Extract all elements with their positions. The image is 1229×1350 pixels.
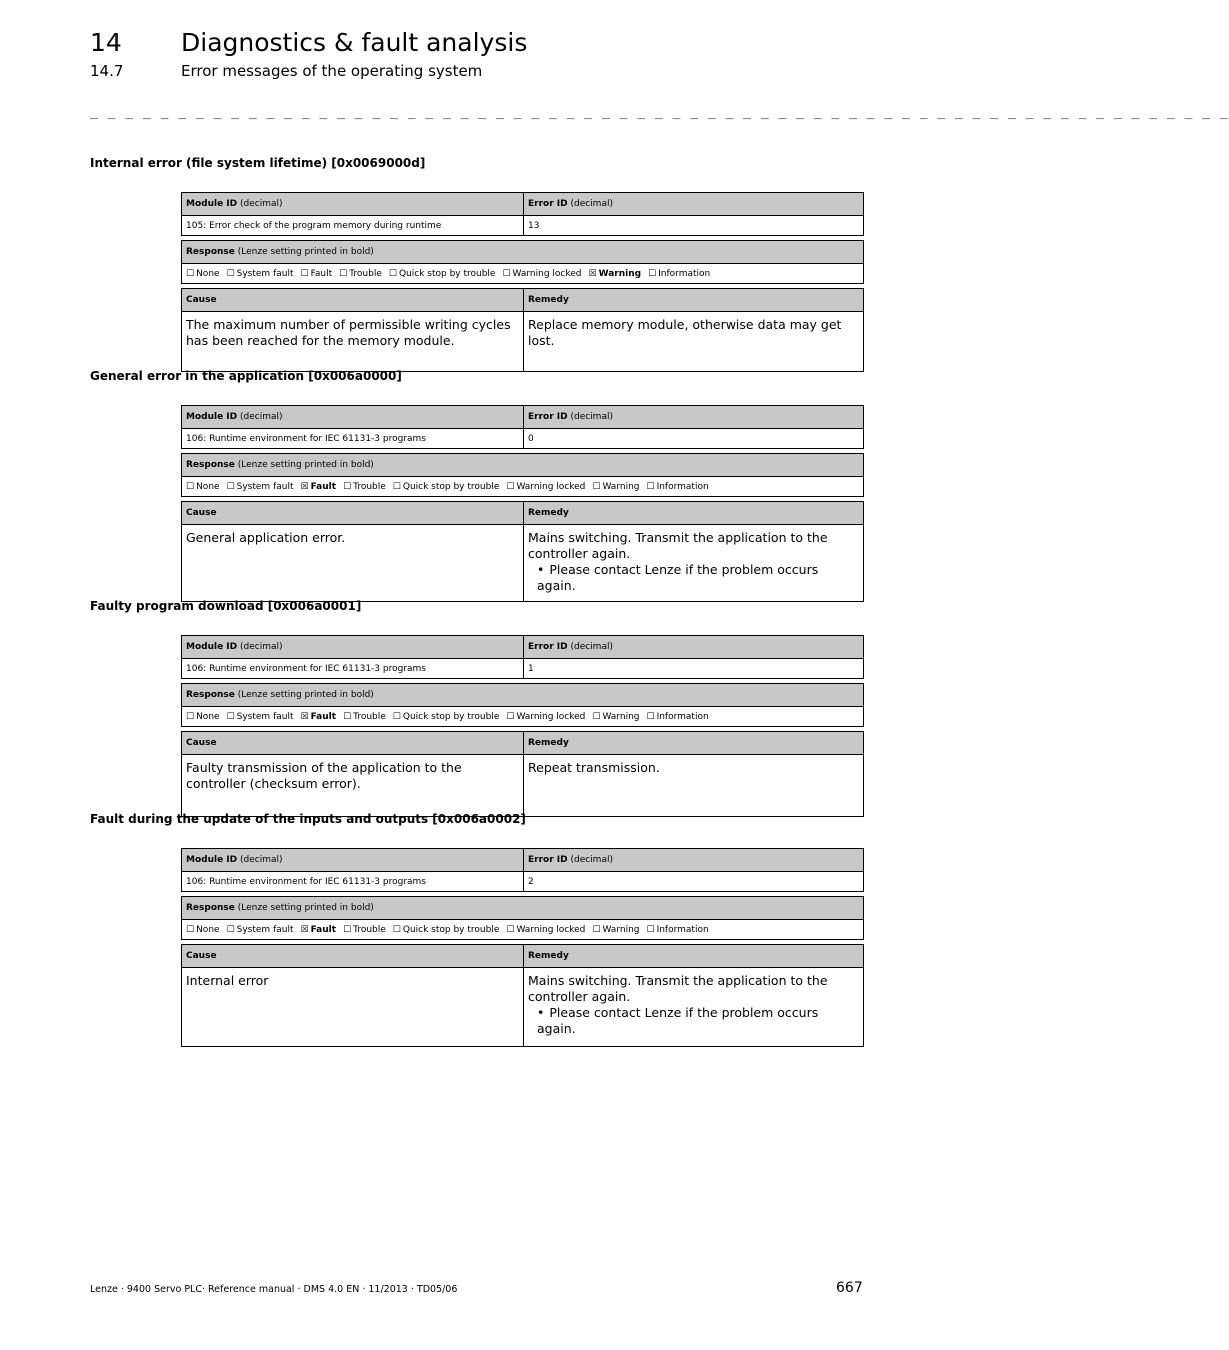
error-id-value: 0: [528, 433, 534, 444]
unchecked-box-icon: ☐: [392, 924, 401, 935]
header-separator: _ _ _ _ _ _ _ _ _ _ _ _ _ _ _ _ _ _ _ _ _ _ _ _ _ _ _ _ _ _ _ _ _ _ _ _ _ _ _ _ _ _ _ _ _ _ _ _ _ _ _ _ _ _ _ _ _ _ _ _ _ _ _ _ _: [90, 105, 1229, 120]
unchecked-box-icon: ☐: [592, 481, 601, 492]
cause-text: Internal error: [186, 973, 269, 988]
response-option-label: Warning locked: [512, 268, 582, 279]
error-id-header: [524, 193, 864, 216]
response-option-label: Warning: [602, 924, 640, 935]
response-option: [592, 925, 639, 935]
unchecked-box-icon: ☐: [226, 481, 235, 492]
unchecked-box-icon: ☐: [646, 481, 655, 492]
module-id-label-rest: (decimal): [237, 642, 283, 652]
remedy-label: Remedy: [528, 951, 569, 961]
response-option: [300, 269, 332, 279]
response-option: [343, 482, 386, 492]
unchecked-box-icon: ☐: [506, 481, 515, 492]
response-label: Response: [186, 690, 235, 700]
error-heading: Fault during the update of the inputs and outputs [0x006a0002]: [90, 812, 526, 826]
response-option-label: Information: [656, 711, 709, 722]
response-option: [592, 482, 639, 492]
module-id-label: Module ID: [186, 412, 238, 422]
error-id-value: 2: [528, 876, 534, 887]
module-table: [181, 848, 864, 892]
checked-box-icon: ☒: [300, 711, 309, 722]
section-heading: [90, 62, 482, 80]
response-option-label: System fault: [236, 924, 294, 935]
response-option-label: Fault: [310, 481, 337, 492]
checked-box-icon: ☒: [300, 924, 309, 935]
response-label: Response: [186, 460, 235, 470]
error-id-label-rest: (decimal): [567, 855, 613, 865]
error-id-value: 1: [528, 663, 534, 674]
error-id-header: [524, 849, 864, 872]
response-table: [181, 896, 864, 940]
response-option: [227, 712, 294, 722]
module-id-label: Module ID: [186, 855, 238, 865]
response-option-label: Fault: [310, 268, 333, 279]
checked-box-icon: ☒: [588, 268, 597, 279]
unchecked-box-icon: ☐: [343, 924, 352, 935]
response-option: [647, 712, 709, 722]
footer-text: Lenze · 9400 Servo PLC· Reference manual · DMS 4.0 EN · 11/2013 · TD05/06: [90, 1284, 458, 1295]
error-id-label: Error ID: [528, 412, 568, 422]
unchecked-box-icon: ☐: [226, 924, 235, 935]
response-option: [502, 269, 581, 279]
error-id-label-rest: (decimal): [567, 199, 613, 209]
response-option: [592, 712, 639, 722]
response-option-label: Information: [656, 924, 709, 935]
response-option: [647, 925, 709, 935]
remedy-bullet-list: [528, 562, 859, 594]
unchecked-box-icon: ☐: [226, 268, 235, 279]
cause-remedy-table: [181, 731, 864, 817]
response-option: [343, 712, 386, 722]
response-option-label: Warning locked: [516, 481, 586, 492]
response-option: [186, 712, 220, 722]
response-option-label: System fault: [236, 711, 294, 722]
response-option: [393, 482, 500, 492]
response-option-label: Warning: [602, 481, 640, 492]
response-option: [648, 269, 710, 279]
response-option-label: Quick stop by trouble: [402, 924, 500, 935]
response-header: [182, 684, 864, 707]
module-id-label: Module ID: [186, 642, 238, 652]
error-id-label-rest: (decimal): [567, 642, 613, 652]
checked-box-icon: ☒: [300, 481, 309, 492]
cause-remedy-table: [181, 501, 864, 602]
response-option-label: Warning: [602, 711, 640, 722]
response-option-label: None: [196, 268, 220, 279]
module-id-header: [182, 849, 524, 872]
remedy-bullet: • Please contact Lenze if the problem occurs again.: [537, 562, 859, 594]
chapter-heading: [90, 28, 527, 57]
response-option: [339, 269, 382, 279]
response-option-label: Information: [658, 268, 711, 279]
cause-label: Cause: [186, 295, 217, 305]
cause-text: Faulty transmission of the application to the controller (checksum error).: [186, 760, 462, 791]
response-header: [182, 241, 864, 264]
module-id-label-rest: (decimal): [237, 855, 283, 865]
remedy-bullet-list: [528, 1005, 859, 1037]
response-option-label: Trouble: [353, 924, 386, 935]
error-id-value: 13: [528, 220, 540, 231]
response-option-label: Quick stop by trouble: [402, 481, 500, 492]
remedy-text: Replace memory module, otherwise data may get lost.: [528, 317, 842, 348]
unchecked-box-icon: ☐: [226, 711, 235, 722]
response-option: [393, 712, 500, 722]
response-option: [186, 269, 220, 279]
module-id-header: [182, 193, 524, 216]
response-label: Response: [186, 247, 235, 257]
response-label: Response: [186, 903, 235, 913]
module-table: [181, 192, 864, 236]
response-option-label: System fault: [236, 268, 294, 279]
response-option-label: Quick stop by trouble: [398, 268, 496, 279]
response-option: [186, 482, 220, 492]
error-id-label-rest: (decimal): [567, 412, 613, 422]
response-option: [227, 482, 294, 492]
cause-label: Cause: [186, 738, 217, 748]
module-id-header: [182, 406, 524, 429]
response-option: [300, 712, 336, 722]
response-header: [182, 897, 864, 920]
response-option-label: Fault: [310, 924, 337, 935]
cause-label: Cause: [186, 508, 217, 518]
response-option: [393, 925, 500, 935]
response-label-rest: (Lenze setting printed in bold): [234, 247, 374, 257]
remedy-bullet: • Please contact Lenze if the problem occurs again.: [537, 1005, 859, 1037]
remedy-label: Remedy: [528, 738, 569, 748]
response-option: [227, 269, 294, 279]
cause-remedy-table: [181, 288, 864, 372]
response-table: [181, 683, 864, 727]
unchecked-box-icon: ☐: [300, 268, 309, 279]
response-option-label: None: [196, 481, 220, 492]
response-label-rest: (Lenze setting printed in bold): [234, 690, 374, 700]
module-value: 105: Error check of the program memory during runtime: [186, 220, 442, 231]
cause-text: General application error.: [186, 530, 346, 545]
response-option-label: Trouble: [349, 268, 382, 279]
unchecked-box-icon: ☐: [592, 924, 601, 935]
error-heading: General error in the application [0x006a0000]: [90, 369, 402, 383]
error-heading: Faulty program download [0x006a0001]: [90, 599, 362, 613]
unchecked-box-icon: ☐: [506, 924, 515, 935]
page-number: 667: [836, 1280, 863, 1296]
remedy-text: Repeat transmission.: [528, 760, 660, 775]
response-option-label: Warning: [598, 268, 642, 279]
error-heading: Internal error (file system lifetime) [0x0069000d]: [90, 156, 426, 170]
unchecked-box-icon: ☐: [343, 711, 352, 722]
error-id-header: [524, 636, 864, 659]
module-id-label: Module ID: [186, 199, 238, 209]
section-number: 14.7: [90, 62, 124, 80]
error-id-label: Error ID: [528, 642, 568, 652]
cause-remedy-table: [181, 944, 864, 1047]
remedy-label: Remedy: [528, 295, 569, 305]
response-option-label: None: [196, 711, 220, 722]
response-option: [506, 712, 585, 722]
response-option: [506, 925, 585, 935]
response-option: [300, 925, 336, 935]
response-label-rest: (Lenze setting printed in bold): [234, 460, 374, 470]
response-table: [181, 240, 864, 284]
unchecked-box-icon: ☐: [186, 481, 195, 492]
response-option: [227, 925, 294, 935]
remedy-text: Mains switching. Transmit the application to the controller again.: [528, 530, 828, 561]
unchecked-box-icon: ☐: [592, 711, 601, 722]
response-option: [589, 269, 642, 279]
cause-label: Cause: [186, 951, 217, 961]
response-option-label: Trouble: [353, 711, 386, 722]
unchecked-box-icon: ☐: [392, 481, 401, 492]
module-value: 106: Runtime environment for IEC 61131-3 programs: [186, 433, 426, 444]
response-option-label: Warning locked: [516, 924, 586, 935]
response-option: [186, 925, 220, 935]
section-title: Error messages of the operating system: [181, 62, 483, 80]
unchecked-box-icon: ☐: [388, 268, 397, 279]
remedy-label: Remedy: [528, 508, 569, 518]
unchecked-box-icon: ☐: [646, 711, 655, 722]
unchecked-box-icon: ☐: [186, 711, 195, 722]
response-label-rest: (Lenze setting printed in bold): [234, 903, 374, 913]
unchecked-box-icon: ☐: [648, 268, 657, 279]
response-option-label: Quick stop by trouble: [402, 711, 500, 722]
response-option: [647, 482, 709, 492]
module-id-label-rest: (decimal): [237, 412, 283, 422]
unchecked-box-icon: ☐: [343, 481, 352, 492]
unchecked-box-icon: ☐: [339, 268, 348, 279]
remedy-text: Mains switching. Transmit the application to the controller again.: [528, 973, 828, 1004]
response-table: [181, 453, 864, 497]
response-option: [343, 925, 386, 935]
response-option-label: System fault: [236, 481, 294, 492]
error-id-label: Error ID: [528, 199, 568, 209]
response-header: [182, 454, 864, 477]
response-option-label: Fault: [310, 711, 337, 722]
chapter-number: 14: [90, 28, 122, 57]
module-table: [181, 405, 864, 449]
module-id-label-rest: (decimal): [237, 199, 283, 209]
error-id-label: Error ID: [528, 855, 568, 865]
module-value: 106: Runtime environment for IEC 61131-3 programs: [186, 663, 426, 674]
response-option: [506, 482, 585, 492]
module-value: 106: Runtime environment for IEC 61131-3 programs: [186, 876, 426, 887]
response-option: [389, 269, 496, 279]
response-option-label: Information: [656, 481, 709, 492]
module-id-header: [182, 636, 524, 659]
module-table: [181, 635, 864, 679]
unchecked-box-icon: ☐: [392, 711, 401, 722]
response-option-label: Trouble: [353, 481, 386, 492]
unchecked-box-icon: ☐: [506, 711, 515, 722]
unchecked-box-icon: ☐: [502, 268, 511, 279]
error-id-header: [524, 406, 864, 429]
unchecked-box-icon: ☐: [186, 924, 195, 935]
unchecked-box-icon: ☐: [646, 924, 655, 935]
chapter-title: Diagnostics & fault analysis: [181, 28, 528, 57]
response-option-label: None: [196, 924, 220, 935]
response-option-label: Warning locked: [516, 711, 586, 722]
unchecked-box-icon: ☐: [186, 268, 195, 279]
response-option: [300, 482, 336, 492]
cause-text: The maximum number of permissible writing cycles has been reached for the memory module.: [186, 317, 511, 348]
